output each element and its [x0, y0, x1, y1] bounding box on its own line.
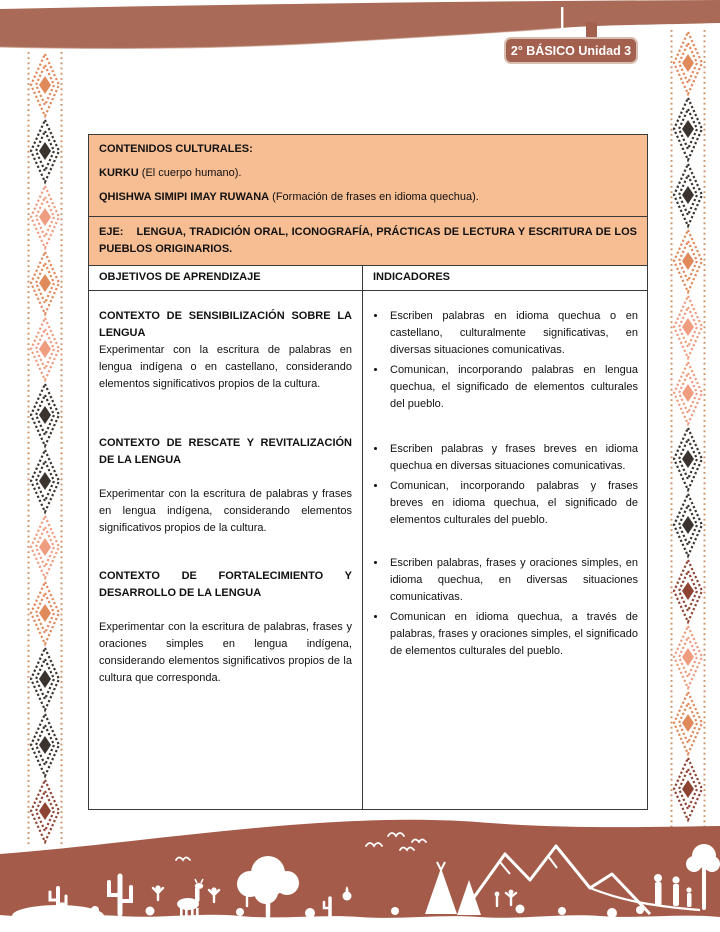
objective-title: CONTEXTO DE RESCATE Y REVITALIZACIÓN DE LA LENGUA [99, 437, 352, 467]
objective-text: Experimentar con la escritura de palabras, frases y oraciones simples en lengua indígena, considerando elementos significativos propios de la cultura que corresponda. [99, 621, 352, 685]
eje-cell [89, 217, 647, 266]
objective-title: CONTEXTO DE SENSIBILIZACIÓN SOBRE LA LENGUA [99, 310, 352, 340]
contenidos-culturales-cell [89, 135, 647, 217]
unit-badge [504, 37, 638, 64]
indicator-item: • Comunican, incorporando palabras y frases breves en idioma quechua, el significado de elementos culturales del pueblo. [387, 478, 638, 529]
indicator-list [367, 555, 638, 660]
contenidos-term: KURKU [99, 167, 139, 180]
contenidos-title: CONTENIDOS CULTURALES: [99, 143, 253, 155]
indicator-block-2 [363, 433, 647, 553]
indicator-list [367, 308, 638, 413]
objective-block-2 [89, 433, 363, 553]
andean-textile-border-right-icon [670, 30, 706, 845]
indicator-item: • Escriben palabras en idioma quechua o en castellano, culturalmente significativas, en diversas situaciones comunicativas. [387, 308, 638, 359]
indicator-item: • Comunican en idioma quechua, a través de palabras, frases y oraciones simples, el significado de elementos culturales del pueblo. [387, 609, 638, 660]
objective-text: Experimentar con la escritura de palabras en lengua indígena o en castellano, considerando elementos significativos propios de la cultura. [99, 344, 352, 391]
column-header-indicadores: INDICADORES [373, 271, 451, 284]
indicator-block-3 [363, 553, 647, 809]
eje-text: LENGUA, TRADICIÓN ORAL, ICONOGRAFÍA, PRÁCTICAS DE LECTURA Y ESCRITURA DE LOS PUEBLOS ORIGINARIOS. [99, 226, 637, 256]
table-header-row [89, 266, 647, 291]
contenidos-item [99, 165, 637, 182]
eje-label: EJE: [99, 226, 124, 239]
indicator-list [367, 441, 638, 529]
objective-text: Experimentar con la escritura de palabras y frases en lengua indígena, considerando elementos significativos propios de la cultura. [99, 488, 352, 535]
objective-title: CONTEXTO DE FORTALECIMIENTO Y DESARROLLO DE LA LENGUA [99, 570, 352, 600]
indicator-item: • Escriben palabras, frases y oraciones simples, en idioma quechua, en diversas situaciones comunicativas. [387, 555, 638, 606]
contenidos-item [99, 189, 637, 206]
contenidos-term: QHISHWA SIMIPI IMAY RUWANA [99, 191, 270, 204]
objective-block-1 [89, 291, 363, 433]
indicator-item: • Escriben palabras y frases breves en idioma quechua en diversas situaciones comunicativas. [387, 441, 638, 475]
landscape-silhouette-illustration [0, 816, 720, 932]
table-body [89, 291, 647, 809]
contenidos-desc: (El cuerpo humano). [138, 167, 242, 180]
indicator-item: • Comunican, incorporando palabras en lengua quechua, el significado de elementos culturales del pueblo. [387, 362, 638, 413]
spacer [99, 469, 352, 486]
unit-badge-label: 2° BÁSICO Unidad 3 [510, 43, 632, 58]
contenidos-desc: (Formación de frases en idioma quechua). [269, 191, 479, 204]
curriculum-table [88, 134, 648, 810]
column-header-objetivos: OBJETIVOS DE APRENDIZAJE [89, 266, 363, 290]
objective-block-3 [89, 553, 363, 809]
spacer [99, 602, 352, 619]
indicator-block-1 [363, 291, 647, 433]
andean-textile-border-left-icon [27, 52, 63, 849]
